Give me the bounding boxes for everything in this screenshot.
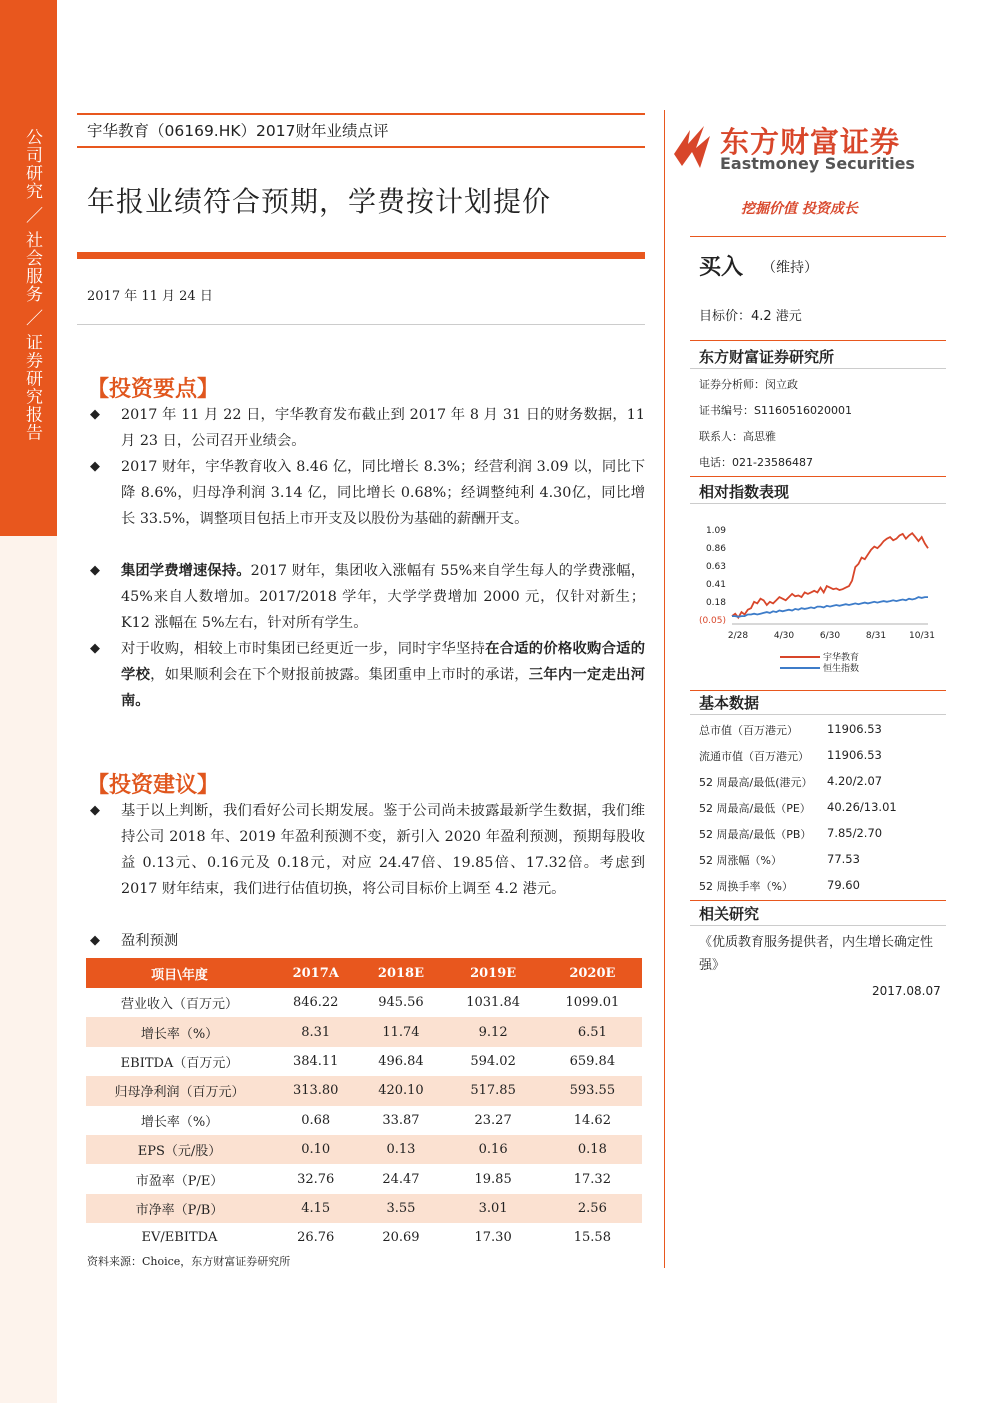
y-tick-label: 0.18 <box>705 598 726 608</box>
table-cell: 9.12 <box>444 1017 543 1046</box>
table-cell: 14.62 <box>573 1112 611 1128</box>
table-row-label: 归母净利润（百万元） <box>86 1076 273 1105</box>
diamond-bullet-icon: ◆ <box>90 641 100 656</box>
table-row-label: EBITDA（百万元） <box>120 1055 239 1071</box>
point-1: 2017 年 11 月 22 日，宇华教育发布截止到 2017 年 8 月 31 日的财务数据，11 月 23 日，公司召开业绩会。 <box>121 407 645 449</box>
basic-data-value: 7.85/2.70 <box>827 826 883 840</box>
report-tag: 宇华教育（06169.HK）2017财年业绩点评 <box>87 122 389 140</box>
table-cell: 3.01 <box>444 1194 543 1223</box>
header-rule-top <box>77 113 645 115</box>
related-report-title: 《优质教育服务提供者，内生增长确定性强》 <box>699 935 934 973</box>
table-row <box>86 1017 642 1046</box>
header-rule-mid <box>77 146 645 148</box>
table-row-label: EV/EBITDA <box>141 1230 218 1246</box>
y-tick-label: 0.86 <box>705 544 726 554</box>
y-tick-label: (0.05) <box>698 616 726 626</box>
basic-rule <box>690 690 946 691</box>
column-divider <box>664 110 665 1268</box>
basic-data-key: 52 周换手率（%） <box>699 880 793 893</box>
table-header-cell: 2019E <box>444 958 543 988</box>
table-cell: 0.10 <box>273 1135 358 1164</box>
table-row <box>86 1135 642 1164</box>
table-cell: 6.51 <box>543 1017 642 1046</box>
y-tick-label: 1.09 <box>705 526 726 536</box>
basic-data-value: 11906.53 <box>827 722 882 736</box>
table-cell: 17.30 <box>474 1230 512 1246</box>
table-cell: 20.69 <box>382 1230 420 1246</box>
point-4 <box>121 636 645 714</box>
table-row-label: 营业收入（百万元） <box>120 997 238 1013</box>
table-row-label: 增长率（%） <box>140 1114 219 1130</box>
page-title: 年报业绩符合预期，学费按计划提价 <box>87 185 552 218</box>
table-header-row <box>86 958 642 988</box>
brand-logo <box>670 118 946 178</box>
x-tick-label: 6/30 <box>819 631 841 641</box>
basic-data-heading: 基本数据 <box>699 694 760 712</box>
point-3-bold: 集团学费增速保持。 <box>121 563 251 579</box>
sidebar-band-lower <box>0 536 57 1403</box>
table-row <box>86 1194 642 1223</box>
diamond-bullet-icon: ◆ <box>90 407 100 422</box>
point-4-bold: 在合适的价格收购合适的学校 <box>121 641 646 683</box>
relative-perf-heading: 相对指数表现 <box>699 483 790 501</box>
basic-subrule <box>690 714 946 715</box>
report-date: 2017 年 11 月 24 日 <box>87 289 213 304</box>
legend-label: 恒生指数 <box>823 664 860 674</box>
diamond-bullet-icon: ◆ <box>90 459 100 474</box>
legend-label: 宇华教育 <box>823 653 860 663</box>
contact: 联系人：高思雅 <box>699 430 776 443</box>
perf-rule <box>690 476 946 477</box>
institute-subrule <box>690 368 946 369</box>
table-cell: 0.18 <box>543 1135 642 1164</box>
basic-data-key: 52 周最高/最低（PE） <box>699 802 811 815</box>
x-tick-label: 8/31 <box>865 631 887 641</box>
rating-rule <box>690 236 946 237</box>
table-header-cell: 2018E <box>358 958 443 988</box>
basic-data-value: 77.53 <box>827 852 860 866</box>
table-row-label: 市净率（P/B） <box>86 1194 273 1223</box>
forecast-table <box>86 958 642 1253</box>
table-cell: 19.85 <box>474 1171 512 1187</box>
related-heading: 相关研究 <box>699 905 760 923</box>
table-cell: 33.87 <box>382 1112 420 1128</box>
basic-data-value: 11906.53 <box>827 748 882 762</box>
analyst: 证券分析师：闵立政 <box>699 378 798 391</box>
table-cell: 23.27 <box>474 1112 512 1128</box>
table-cell: 24.47 <box>382 1171 420 1187</box>
table-cell: 517.85 <box>444 1076 543 1105</box>
basic-data-value: 79.60 <box>827 878 860 892</box>
table-cell: 17.32 <box>573 1171 611 1187</box>
table-cell: 0.16 <box>444 1135 543 1164</box>
y-tick-label: 0.63 <box>705 562 726 572</box>
table-cell: 496.84 <box>378 1053 424 1069</box>
table-cell: 1099.01 <box>565 995 620 1011</box>
brand-name-en: Eastmoney Securities <box>720 154 915 173</box>
rating-sub: （维持） <box>762 260 818 276</box>
table-source: 资料来源：Choice，东方财富证券研究所 <box>87 1255 291 1268</box>
brand-slogan: 挖掘价值 投资成长 <box>741 201 858 217</box>
table-cell: 659.84 <box>569 1053 616 1069</box>
table-header-cell: 2017A <box>273 958 358 988</box>
table-cell: 11.74 <box>358 1017 443 1046</box>
relative-perf-chart <box>690 510 946 680</box>
table-cell: 593.55 <box>543 1076 642 1105</box>
table-row <box>86 1076 642 1105</box>
point-3-text: 2017 财年，集团收入涨幅有 55%来自学生每人的学费涨幅，45%来自人数增加。2017/2018 学年，大学学费增加 2000 元，仅针对新生；K12 涨幅在 5%左右，针对所有学生。 <box>121 563 645 631</box>
related-report-date: 2017.08.07 <box>872 984 941 998</box>
perf-subrule <box>690 503 946 504</box>
table-cell: 8.31 <box>273 1017 358 1046</box>
table-header-cell: 2020E <box>543 958 642 988</box>
date-divider <box>77 324 645 325</box>
table-row <box>86 1047 642 1076</box>
series-line-0 <box>732 533 928 617</box>
table-cell: 2.56 <box>543 1194 642 1223</box>
cert-number: 证书编号：S1160516020001 <box>699 404 852 417</box>
table-row <box>86 1223 642 1252</box>
basic-data-key: 52 周涨幅（%） <box>699 854 782 867</box>
advice-1: 基于以上判断，我们看好公司长期发展。鉴于公司尚未披露最新学生数据，我们维持公司 2018 年、2019 年盈利预测不变，新引入 2020 年盈利预测，预期每股收益 0.13元、0.16元及 0.18元，对应 24.47倍、19.85倍、17.32倍。考虑到 2017 财年结束，我们进行估值切换，将公司目标价上调至 4.2 港元。 <box>121 803 645 897</box>
brand-mark-icon <box>670 122 716 172</box>
table-cell: 594.02 <box>470 1053 516 1069</box>
basic-data-key: 总市值（百万港元） <box>699 724 798 737</box>
table-row <box>86 1164 642 1193</box>
table-cell: 0.13 <box>358 1135 443 1164</box>
table-cell: 420.10 <box>358 1076 443 1105</box>
table-cell: 313.80 <box>273 1076 358 1105</box>
x-tick-label: 10/31 <box>909 631 935 641</box>
point-2: 2017 财年，宇华教育收入 8.46 亿，同比增长 8.3%；经营利润 3.09 以，同比下降 8.6%，归母净利润 3.14 亿，同比增长 0.68%；经调整纯利 4.30亿，同比增长 33.5%，调整项目包括上市开支及以股份为基础的薪酬开支。 <box>121 459 645 527</box>
x-tick-label: 2/28 <box>727 631 749 641</box>
point-4-bold2: 三年内一定走出河南。 <box>121 667 646 709</box>
point-4-mid: ，如果顺利会在下个财报前披露。集团重申上市时的承诺， <box>150 667 529 683</box>
target-price: 目标价：4.2 港元 <box>699 309 802 324</box>
basic-data-value: 4.20/2.07 <box>827 774 883 788</box>
y-tick-label: 0.41 <box>705 580 726 590</box>
table-cell: 1031.84 <box>466 995 520 1011</box>
table-header-cell: 项目\年度 <box>86 958 273 988</box>
basic-data-key: 52 周最高/最低（PB） <box>699 828 812 841</box>
point-4-pre: 对于收购，相较上市时集团已经更近一步，同时宇华坚持 <box>121 641 486 657</box>
institute-rule <box>690 340 946 341</box>
institute-name: 东方财富证券研究所 <box>699 348 835 366</box>
table-cell: 846.22 <box>292 995 339 1011</box>
related-rule <box>690 900 946 901</box>
table-cell: 0.68 <box>301 1112 331 1128</box>
table-cell: 15.58 <box>573 1230 611 1246</box>
table-cell: 384.11 <box>292 1053 339 1069</box>
point-3 <box>121 558 645 636</box>
table-row <box>86 1106 642 1135</box>
brand-name-cn: 东方财富证券 <box>720 125 901 159</box>
rating-label: 买入 <box>699 255 744 280</box>
diamond-bullet-icon: ◆ <box>90 803 100 818</box>
title-rule <box>77 252 645 259</box>
table-cell: 945.56 <box>378 995 424 1011</box>
investment-advice-heading: 【投资建议】 <box>87 773 220 798</box>
related-subrule <box>690 925 946 926</box>
basic-data-key: 52 周最高/最低(港元） <box>699 776 813 789</box>
diamond-bullet-icon: ◆ <box>90 933 100 948</box>
table-row-label: 增长率（%） <box>86 1017 273 1046</box>
table-cell: 32.76 <box>297 1171 335 1187</box>
table-row-label: 市盈率（P/E） <box>135 1173 224 1189</box>
report-category-label: 公司研究 ／ 社会服务 ／ 证券研究报告 <box>22 128 42 442</box>
table-row-label: EPS（元/股） <box>86 1135 273 1164</box>
phone: 电话：021-23586487 <box>699 456 813 469</box>
investment-points-heading: 【投资要点】 <box>87 377 220 402</box>
table-row <box>86 988 642 1017</box>
basic-data-key: 流通市值（百万港元） <box>699 750 809 763</box>
basic-data-value: 40.26/13.01 <box>827 800 897 814</box>
table-cell: 3.55 <box>358 1194 443 1223</box>
x-tick-label: 4/30 <box>773 631 795 641</box>
diamond-bullet-icon: ◆ <box>90 563 100 578</box>
table-cell: 26.76 <box>297 1230 335 1246</box>
table-cell: 4.15 <box>273 1194 358 1223</box>
advice-2: 盈利预测 <box>121 933 179 949</box>
